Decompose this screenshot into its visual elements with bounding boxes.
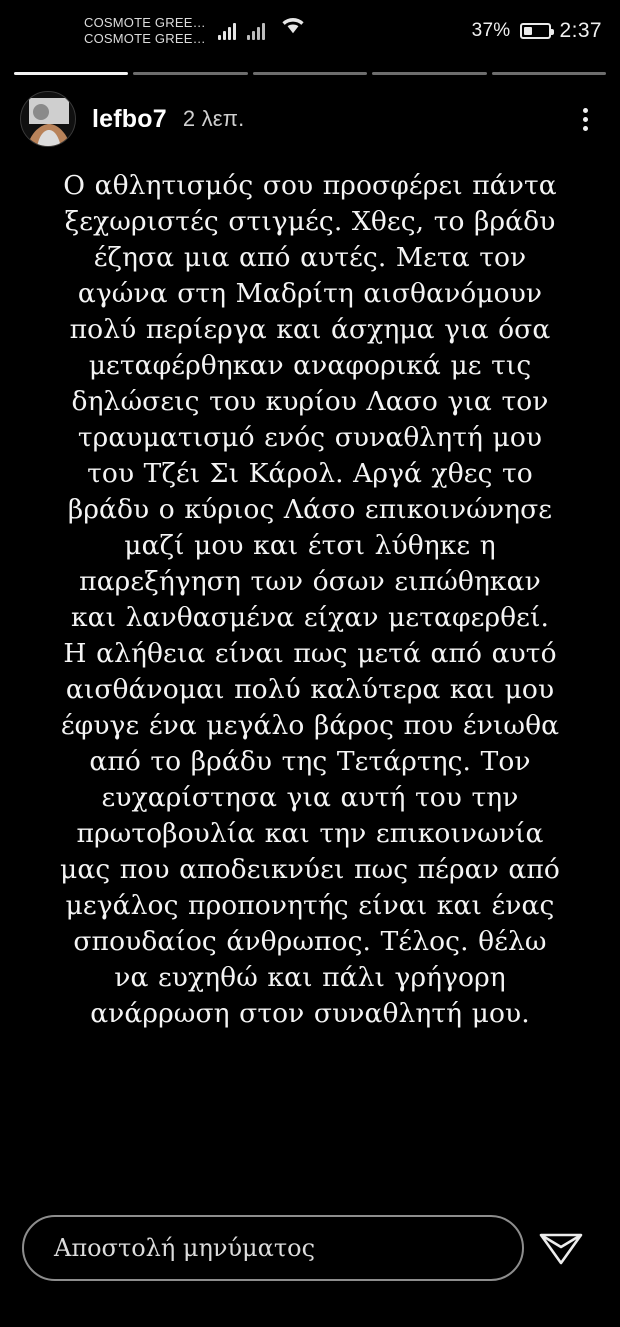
progress-segment[interactable]	[133, 72, 247, 75]
story-text: Ο αθλητισμός σου προσφέρει πάντα ξεχωριστές στιγμές. Χθες, το βράδυ έζησα μια από αυτές. Μετα τον αγώνα στη Μαδρίτη αισθανόμουν πολύ περίεργα και άσχημα για όσα μεταφέρθηκαν αναφορικά με τις δηλώσεις του κυρίου Λασο για τον τραυματισμό ενός συναθλητή μου του Τζέι Σι Κάρολ. Αργά χθες το βράδυ ο κύριος Λάσο επικοινώνησε μαζί μου και έτσι λύθηκε η παρεξήγηση των όσων ειπώθηκαν και λανθασμένα είχαν μεταφερθεί. Η αλήθεια είναι πως μετά από αυτό αισθάνομαι πολύ καλύτερα και μου έφυγε ένα μεγάλο βάρος που ένιωθα από το βράδυ της Τετάρτης. Τον ευχαρίστησα για αυτή του την πρωτοβουλία και την επικοινωνία μας που αποδεικνύει πως πέραν από μεγάλος προπονητής είναι και ένας σπουδαίος άνθρωπος. Τέλος. θέλω να ευχηθώ και πάλι γρήγορη ανάρρωση στον συναθλητή μου.	[60, 170, 560, 1029]
story-reply-bar	[0, 1195, 620, 1327]
wifi-icon	[280, 15, 306, 39]
message-placeholder: Αποστολή μηνύματος	[54, 1234, 316, 1262]
carrier-label-1: COSMOTE GREE…	[84, 15, 206, 30]
signal-bars-sim1-icon	[218, 22, 236, 40]
battery-percent-label: 37%	[471, 20, 511, 41]
avatar[interactable]	[20, 91, 76, 147]
more-options-icon[interactable]	[573, 100, 598, 139]
story-content	[0, 146, 620, 1032]
send-paper-plane-icon[interactable]	[524, 1227, 598, 1269]
carrier-label-2: COSMOTE GREE…	[84, 31, 206, 46]
battery-icon	[520, 23, 551, 39]
carrier-labels	[84, 15, 206, 47]
clock-label: 2:37	[559, 19, 602, 42]
username-label[interactable]: lefbo7	[92, 104, 167, 133]
progress-segment[interactable]	[14, 72, 128, 75]
timestamp-label: 2 λεπ.	[182, 106, 245, 131]
story-header	[0, 76, 620, 146]
signal-bars-icon	[218, 14, 306, 48]
progress-segment[interactable]	[372, 72, 486, 75]
progress-segment[interactable]	[492, 72, 606, 75]
status-bar-right	[472, 0, 602, 62]
message-input[interactable]	[22, 1215, 524, 1281]
progress-segment[interactable]	[253, 72, 367, 75]
signal-bars-sim2-icon	[247, 22, 265, 40]
status-bar	[0, 0, 620, 62]
